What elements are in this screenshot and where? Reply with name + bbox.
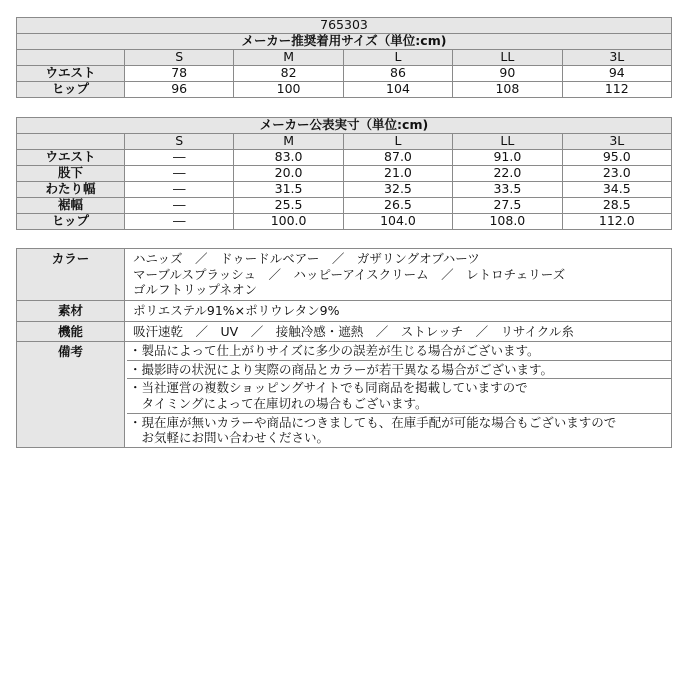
note-item — [127, 361, 671, 380]
size-header: M — [234, 134, 343, 150]
color-list — [125, 249, 672, 301]
measure-value: 26.5 — [343, 198, 452, 214]
measure-value: 25.5 — [234, 198, 343, 214]
size-value: 108 — [453, 82, 562, 98]
measure-value: 23.0 — [562, 166, 671, 182]
table-row — [17, 182, 672, 198]
size-header: LL — [453, 50, 562, 66]
measure-value: 100.0 — [234, 214, 343, 230]
size-value: 82 — [234, 66, 343, 82]
size-header: L — [343, 134, 452, 150]
size-value: 90 — [453, 66, 562, 82]
note-item — [127, 414, 671, 447]
notes-list — [125, 342, 672, 448]
measure-value: ― — [125, 198, 234, 214]
material-value: ポリエステル91%×ポリウレタン9% — [125, 300, 672, 321]
measure-value: 34.5 — [562, 182, 671, 198]
recommended-size-title: メーカー推奨着用サイズ（単位:cm) — [17, 34, 672, 50]
table-row — [17, 150, 672, 166]
measure-value: ― — [125, 166, 234, 182]
color-line: ゴルフトリップネオン — [133, 282, 258, 298]
color-line: マーブルスプラッシュ ／ ハッピーアイスクリーム ／ レトロチェリーズ — [133, 266, 566, 282]
measure-value: 87.0 — [343, 150, 452, 166]
notes-label: 備考 — [17, 342, 125, 448]
size-header: M — [234, 50, 343, 66]
size-value: 94 — [562, 66, 671, 82]
table-row — [17, 66, 672, 82]
size-header: L — [343, 50, 452, 66]
row-label: ウエスト — [17, 150, 125, 166]
material-label: 素材 — [17, 300, 125, 321]
measure-value: ― — [125, 150, 234, 166]
function-row — [17, 321, 672, 342]
recommended-size-table — [16, 17, 672, 98]
measure-value: 108.0 — [453, 214, 562, 230]
size-header: LL — [453, 134, 562, 150]
row-label: 股下 — [17, 166, 125, 182]
color-row — [17, 249, 672, 301]
measure-value: 83.0 — [234, 150, 343, 166]
measure-value: 32.5 — [343, 182, 452, 198]
measure-value: 20.0 — [234, 166, 343, 182]
measure-value: 112.0 — [562, 214, 671, 230]
measure-value: 91.0 — [453, 150, 562, 166]
product-code: 765303 — [17, 18, 672, 34]
size-value: 86 — [343, 66, 452, 82]
note-line: ・当社運営の複数ショッピングサイトでも同商品を掲載していますので — [129, 380, 528, 396]
note-item — [127, 379, 671, 413]
measure-value: 28.5 — [562, 198, 671, 214]
measure-value: 27.5 — [453, 198, 562, 214]
size-value: 78 — [125, 66, 234, 82]
row-label: 裾幅 — [17, 198, 125, 214]
note-item — [127, 342, 671, 361]
measure-value: 22.0 — [453, 166, 562, 182]
material-row — [17, 300, 672, 321]
color-label: カラー — [17, 249, 125, 301]
table-row — [17, 82, 672, 98]
size-value: 112 — [562, 82, 671, 98]
function-label: 機能 — [17, 321, 125, 342]
notes-row — [17, 342, 672, 448]
function-value: 吸汗速乾 ／ UV ／ 接触冷感・遮熱 ／ ストレッチ ／ リサイクル糸 — [125, 321, 672, 342]
measure-value: 33.5 — [453, 182, 562, 198]
note-line: お気軽にお問い合わせください。 — [129, 430, 330, 446]
measure-value: 31.5 — [234, 182, 343, 198]
product-details-table — [16, 248, 672, 448]
row-label: ヒップ — [17, 214, 125, 230]
color-line: ハニッズ ／ ドゥードルベアー ／ ガザリングオブハーツ — [133, 251, 480, 266]
table-row — [17, 166, 672, 182]
measure-value: 21.0 — [343, 166, 452, 182]
size-header: 3L — [562, 134, 671, 150]
note-line: ・撮影時の状況により実際の商品とカラーが若干異なる場合がございます。 — [129, 361, 554, 377]
row-label: わたり幅 — [17, 182, 125, 198]
row-label: ウエスト — [17, 66, 125, 82]
actual-measurement-title: メーカー公表実寸（単位:cm) — [17, 118, 672, 134]
measure-value: 95.0 — [562, 150, 671, 166]
note-line: ・製品によって仕上がりサイズに多少の誤差が生じる場合がございます。 — [129, 343, 540, 359]
table-row — [17, 214, 672, 230]
size-header: 3L — [562, 50, 671, 66]
measure-value: ― — [125, 182, 234, 198]
note-line: ・現在庫が無いカラーや商品につきましても、在庫手配が可能な場合もございますので — [129, 414, 617, 430]
size-value: 96 — [125, 82, 234, 98]
corner-cell — [17, 134, 125, 150]
actual-measurement-table — [16, 117, 672, 230]
row-label: ヒップ — [17, 82, 125, 98]
table-row — [17, 198, 672, 214]
note-line: タイミングによって在庫切れの場合もございます。 — [129, 396, 428, 411]
size-header: S — [125, 50, 234, 66]
measure-value: ― — [125, 214, 234, 230]
corner-cell — [17, 50, 125, 66]
measure-value: 104.0 — [343, 214, 452, 230]
size-value: 104 — [343, 82, 452, 98]
size-header: S — [125, 134, 234, 150]
size-value: 100 — [234, 82, 343, 98]
